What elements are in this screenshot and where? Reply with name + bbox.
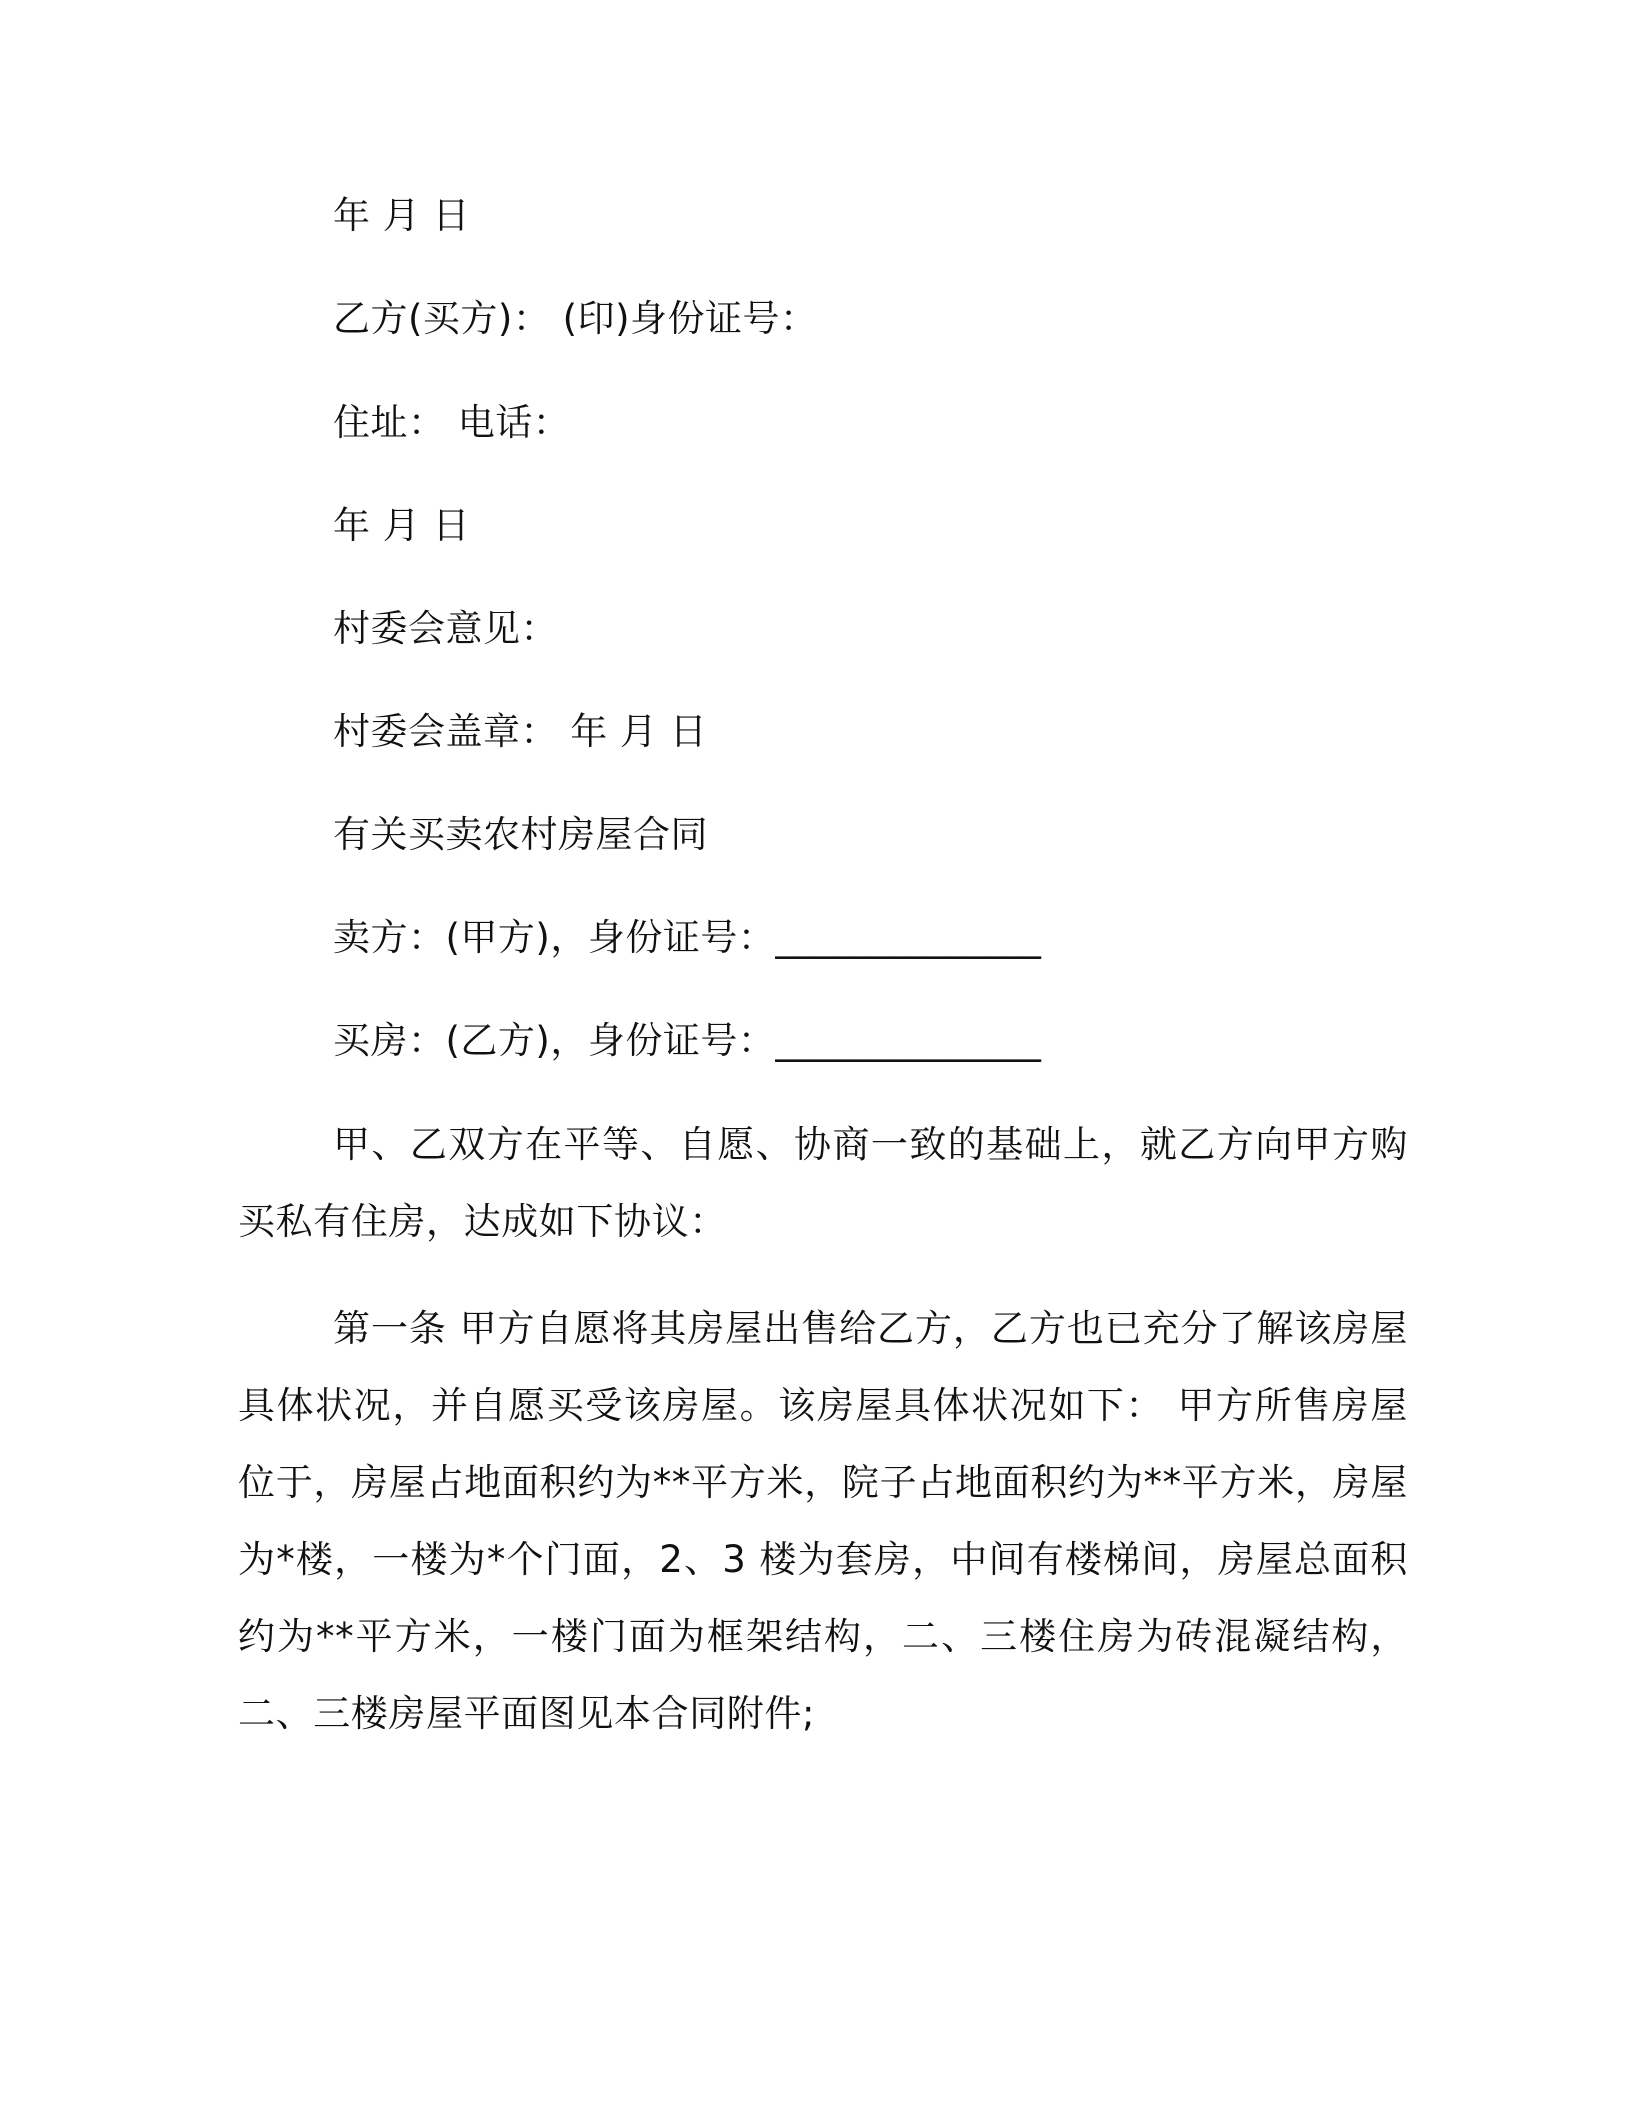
- agreement-intro-paragraph: 甲、乙双方在平等、自愿、协商一致的基础上，就乙方向甲方购买私有住房，达成如下协议：: [238, 1123, 1408, 1243]
- buyer-line: 乙方(买方)： (印)身份证号：: [333, 297, 818, 340]
- date-line-2: 年 月 日: [333, 504, 471, 547]
- buyer-id-line: 买房：(乙方)，身份证号：______________: [333, 1019, 1042, 1062]
- village-committee-seal: 村委会盖章： 年 月 日: [333, 710, 708, 753]
- village-committee-opinion: 村委会意见：: [333, 607, 558, 650]
- date-line-1: 年 月 日: [333, 194, 471, 237]
- contract-title: 有关买卖农村房屋合同: [333, 813, 708, 856]
- article-one-paragraph: 第一条 甲方自愿将其房屋出售给乙方，乙方也已充分了解该房屋具体状况，并自愿买受该房屋。该房屋具体状况如下： 甲方所售房屋位于，房屋占地面积约为**平方米，院子占地面积约为**平方米，房屋为*楼，一楼为*个门面，2、3 楼为套房，中间有楼梯间，房屋总面积约为**平方米，一楼门面为框架结构，二、三楼住房为砖混凝结构，二、三楼房屋平面图见本合同附件;: [238, 1307, 1408, 1735]
- address-phone-line: 住址： 电话：: [333, 401, 571, 444]
- seller-id-line: 卖方：(甲方)，身份证号：______________: [333, 916, 1042, 959]
